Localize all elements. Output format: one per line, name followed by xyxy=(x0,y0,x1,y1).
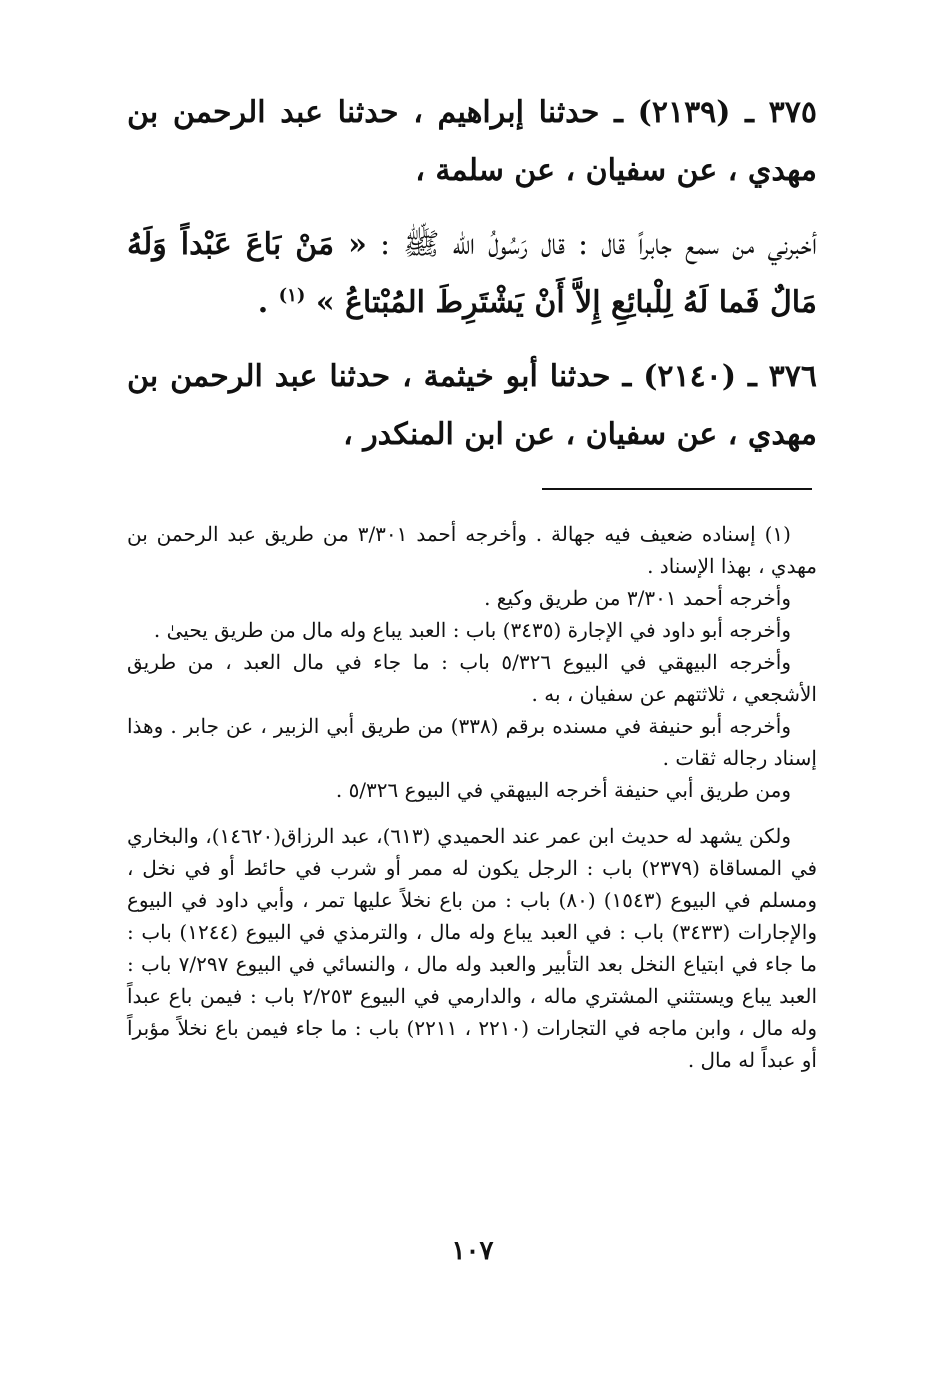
footnote-paragraph: وأخرجه أحمد ٣/٣٠١ من طريق وكيع . xyxy=(484,586,791,610)
hadith-reference: (٢١٣٩) xyxy=(637,95,731,130)
prophet-quote: « مَنْ بَاعَ عَبْداً وَلَهُ مَالٌ فَما لَهُ لِلْبائِعِ إِلاَّ أَنْ يَشْتَرِطَ المُبْتاعُ » xyxy=(127,227,817,320)
isnad-text: حدثنا أبو خيثمة ، حدثنا عبد الرحمن بن مهدي ، عن سفيان ، عن ابن المنكدر ، xyxy=(127,359,817,452)
footnote-paragraph: (١) إسناده ضعيف فيه جهالة . وأخرجه أحمد ٣/٣٠١ من طريق عبد الرحمن بن مهدي ، بهذا الإسناد . xyxy=(127,522,817,578)
footnote-paragraph: وأخرجه أبو داود في الإجارة (٣٤٣٥) باب : العبد يباع وله مال من طريق يحيىٰ . xyxy=(153,618,791,642)
hadith-number: ٣٧٥ xyxy=(768,95,817,130)
footnote-separator xyxy=(542,488,812,490)
dash: ـ xyxy=(730,95,769,130)
footnote-paragraph: ومن طريق أبي حنيفة أخرجه البيهقي في البيوع ٥/٣٢٦ . xyxy=(335,778,791,802)
hadith-reference: (٢١٤٠) xyxy=(643,359,737,394)
footnote-paragraph: ولكن يشهد له حديث ابن عمر عند الحميدي (٦١٣)، عبد الرزاق(١٤٦٢٠)، والبخاري في المساقاة (٢٣٧٩) باب : الرجل يكون له ممر أو شرب في حائط أو في نخل ، ومسلم في البيوع (١٥٤٣) (٨٠) باب : من باع نخلاً عليها تمر ، وأبي داود في البيوع والإجارات (٣٤٣٣) باب : في العبد يباع وله مال ، والترمذي في البيوع (١٢٤٤) باب : ما جاء في ابتياع النخل بعد التأبير والعبد وله مال ، والنسائي في البيوع ٧/٢٩٧ باب : العبد يباع ويستثني المشتري ماله ، والدارمي في البيوع ٢/٢٥٣ باب : فيمن باع عبداً وله مال ، وابن ماجه في التجارات (٢٢١٠ ، ٢٢١١) باب : ما جاء فيمن باع نخلاً مؤبراً أو عبداً له مال . xyxy=(127,824,818,1072)
dash: ـ xyxy=(736,359,769,394)
footnotes xyxy=(127,518,817,1076)
hadith-number: ٣٧٦ xyxy=(768,359,817,394)
dash: ـ xyxy=(610,359,644,394)
footnote-marker: (١) xyxy=(278,285,306,306)
footnote-paragraph: وأخرجه أبو حنيفة في مسنده برقم (٣٣٨) من طريق أبي الزبير ، عن جابر . وهذا إسناد رجاله ثقات . xyxy=(127,714,817,770)
narration-text: أخبرني من سمع جابراً قال : قال رَسُولُ الله ﷺ : xyxy=(366,227,817,262)
page-number: ١٠٧ xyxy=(451,1236,494,1266)
hadith-375-matn xyxy=(127,216,817,332)
dash: ـ xyxy=(599,95,638,130)
hadith-376-isnad xyxy=(127,348,817,464)
isnad-text: حدثنا إبراهيم ، حدثنا عبد الرحمن بن مهدي ، عن سفيان ، عن سلمة ، xyxy=(127,95,817,188)
footnote-paragraph: وأخرجه البيهقي في البيوع ٥/٣٢٦ باب : ما جاء في مال العبد ، من طريق الأشجعي ، ثلاثتهم عن سفيان ، به . xyxy=(127,650,817,706)
hadith-375-isnad xyxy=(127,84,817,200)
sentence-end: . xyxy=(257,285,279,320)
